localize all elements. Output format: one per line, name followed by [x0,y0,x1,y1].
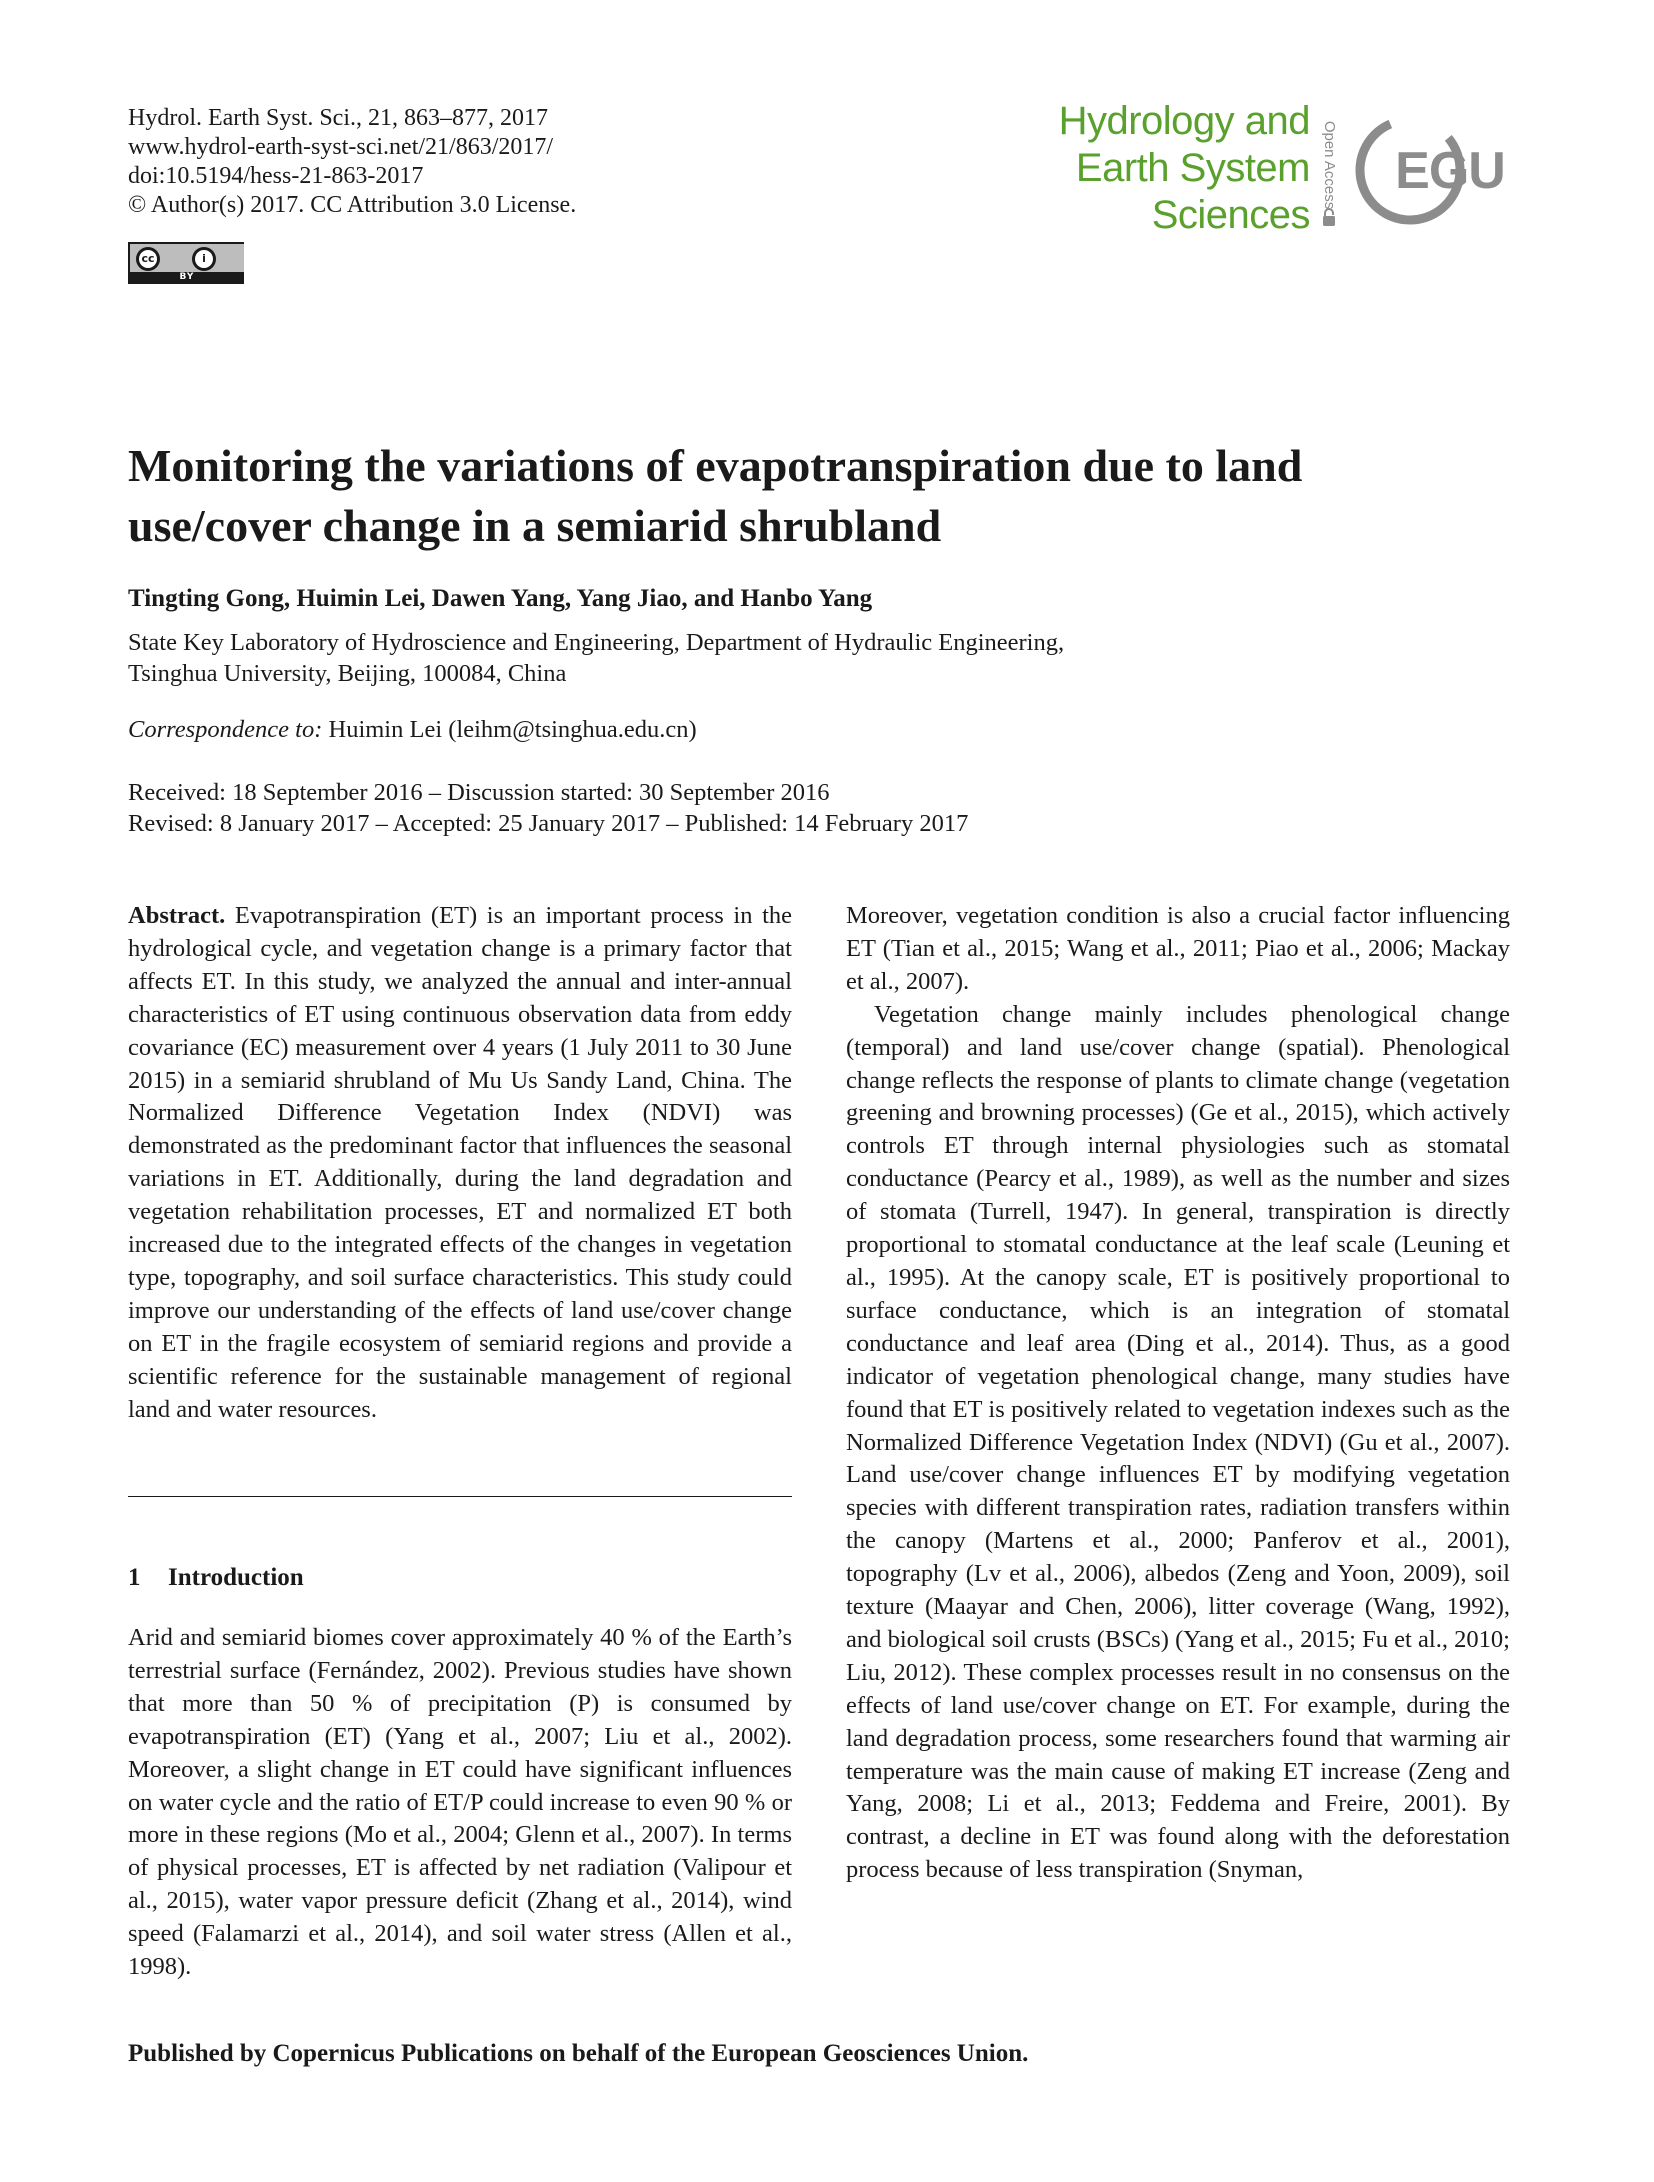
svg-text:EGU: EGU [1395,142,1505,200]
correspondence [128,715,697,745]
correspondence-label: Correspondence to: [128,716,323,743]
cc-by-label: BY [179,272,195,282]
journal-name-line: Hydrology and [1058,99,1310,143]
dates-line: Received: 18 September 2016 – Discussion started: 30 September 2016 [128,779,830,806]
abstract-paragraph [128,900,792,1427]
affiliation-line: Tsinghua University, Beijing, 100084, China [128,660,567,687]
abstract-section [128,900,792,1427]
svg-text:Open Access: Open Access [1321,120,1339,210]
article-url[interactable]: www.hydrol-earth-syst-sci.net/21/863/2017/ [128,134,554,160]
journal-name-line: Earth System [1075,146,1310,190]
abstract-text: Evapotranspiration (ET) is an important process in the hydrological cycle, and vegetation change is a primary factor that affects ET. In this study, we analyzed the annual and inter-annual characteristics of ET using continuous observation data from eddy covariance (EC) measurement over 4 years (1 July 2011 to 30 June 2015) in a semiarid shrubland of Mu Us Sandy Land, China. The Normalized Difference Vegetation Index (NDVI) was demonstrated as the predominant factor that influences the seasonal variations in ET. Additionally, during the land degradation and vegetation rehabilitation processes, ET and normalized ET both increased due to the integrated effects of the changes in vegetation type, topography, and soil surface characteristics. This study could improve our understanding of the effects of land use/cover change on ET in the fragile ecosystem of semiarid regions and provide a scientific reference for the sustainable management of regional land and water resources. [128,902,793,1423]
correspondence-email[interactable]: Huimin Lei (leihm@tsinghua.edu.cn) [328,716,697,743]
affiliation [128,627,1064,689]
journal-name-line: Sciences [1151,193,1310,237]
padlock-icon [1323,209,1335,226]
open-access-icon [1314,100,1344,230]
citation: Hydrol. Earth Syst. Sci., 21, 863–877, 2017 [128,105,548,131]
doi[interactable]: doi:10.5194/hess-21-863-2017 [128,163,424,189]
section-title: Introduction [168,1564,304,1591]
journal-logo-text [1059,98,1310,239]
intro-paragraph: Vegetation change mainly includes phenological change (temporal) and land use/cover change (spatial). Phenological change reflects the response of plants to climate change (vegetation greening and browning processes) (Ge et al., 2015), which actively controls ET through internal physiologies such as stomatal conductance (Pearcy et al., 1989), as well as the number and sizes of stomata (Turrell, 1947). In general, transpiration is directly proportional to stomatal conductance at the leaf scale (Leuning et al., 1995). At the canopy scale, ET is positively proportional to surface conductance, which is an integration of stomatal conductance and leaf area (Ding et al., 2014). Thus, as a good indicator of vegetation phenological change, many studies have found that ET is positively related to vegetation indexes such as the Normalized Difference Vegetation Index (NDVI) (Gu et al., 2007). Land use/cover change influences ET by modifying vegetation species with different transpiration rates, radiation transfers within the canopy (Martens et al., 2000; Panferov et al., 2001), topography (Lv et al., 2006), albedos (Zeng and Yoon, 2009), soil texture (Maayar and Chen, 2006), litter coverage (Wang, 1992), and biological soil crusts (BSCs) (Yang et al., 2015; Fu et al., 2010; Liu, 2012). These complex processes result in no consensus on the effects of land use/cover change on ET. For example, during the land degradation process, some researchers found that warming air temperature was the main cause of making ET increase (Zeng and Yang, 2008; Li et al., 2013; Feddema and Freire, 2001). By contrast, a decline in ET was found along with the deforestation process because of less transpiration (Snyman, [846,1000,1510,1884]
cc-by-license-badge[interactable] [128,242,244,284]
egu-logo [1352,108,1508,232]
abstract-divider [128,1496,792,1497]
journal-header-info [128,104,576,220]
right-column [846,900,1510,1887]
publication-dates [128,777,968,839]
introduction-left-column [128,1622,792,1984]
abstract-label: Abstract. [128,902,226,929]
license: © Author(s) 2017. CC Attribution 3.0 License. [128,192,577,218]
article-title: Monitoring the variations of evapotranspiration due to land use/cover change in a semiarid shrubland [128,440,1303,551]
intro-paragraph: Arid and semiarid biomes cover approximately 40 % of the Earth’s terrestrial surface (Fernández, 2002). Previous studies have shown that more than 50 % of precipitation (P) is consumed by evapotranspiration (ET) (Yang et al., 2007; Liu et al., 2002). Moreover, a slight change in ET could have significant influences on water cycle and the ratio of ET/P could increase to even 90 % or more in these regions (Mo et al., 2004; Glenn et al., 2007). In terms of physical processes, ET is affected by net radiation (Valipour et al., 2015), water vapor pressure deficit (Zhang et al., 2014), wind speed (Falamarzi et al., 2014), and soil water stress (Allen et al., 1998). [128,1624,792,1981]
attribution-icon: i [192,247,216,271]
cc-icon: cc [136,247,160,271]
section-number: 1 [128,1564,141,1591]
intro-paragraph: Moreover, vegetation condition is also a crucial factor influencing ET (Tian et al., 2015; Wang et al., 2011; Piao et al., 2006; Mackay et al., 2007). [846,902,1510,995]
affiliation-line: State Key Laboratory of Hydroscience and Engineering, Department of Hydraulic Engineering, [128,629,1065,656]
dates-line: Revised: 8 January 2017 – Accepted: 25 January 2017 – Published: 14 February 2017 [128,810,969,837]
section-heading-introduction [128,1563,304,1593]
author-list: Tingting Gong, Huimin Lei, Dawen Yang, Yang Jiao, and Hanbo Yang [128,585,873,612]
publisher-footer: Published by Copernicus Publications on behalf of the European Geosciences Union. [128,2040,1029,2067]
